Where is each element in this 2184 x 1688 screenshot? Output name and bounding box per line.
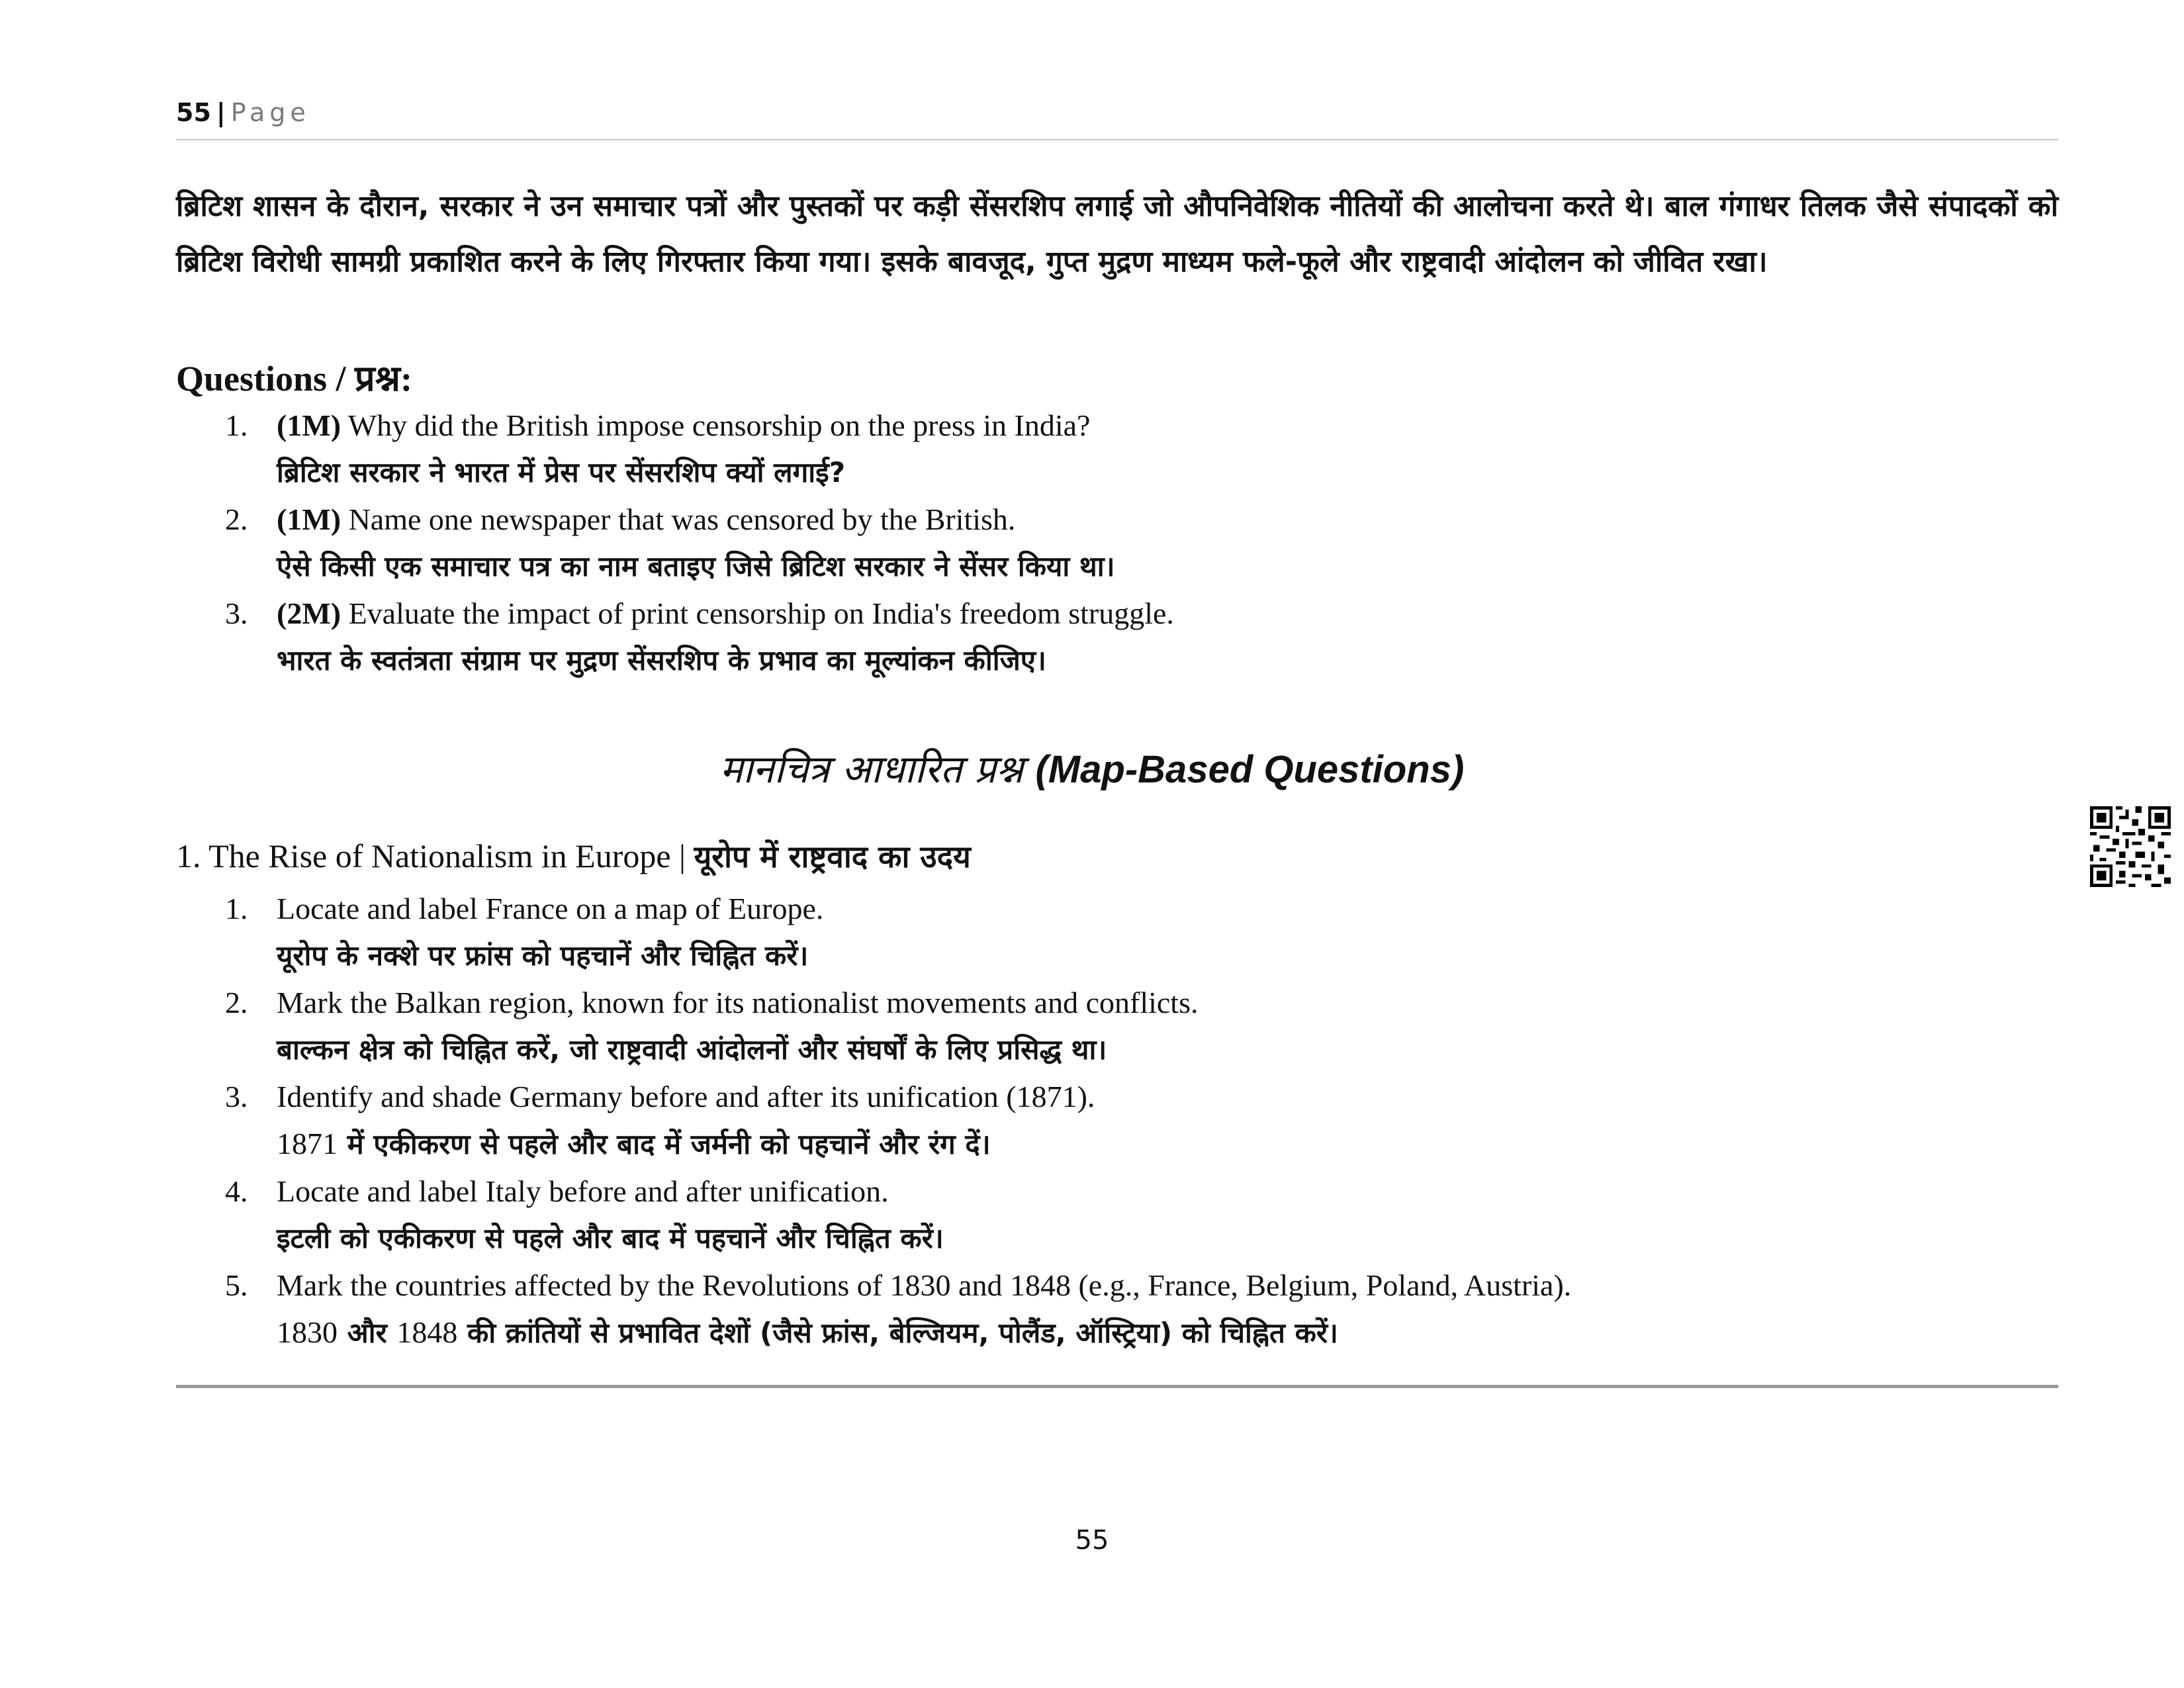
- question-hindi: ब्रिटिश सरकार ने भारत में प्रेस पर सेंसरशिप क्यों लगाई?: [277, 456, 846, 489]
- map-question-english: Identify and shade Germany before and after its unification (1871).: [277, 1080, 1095, 1113]
- bottom-divider: [176, 1385, 2058, 1388]
- map-questions-list: [225, 886, 2052, 1357]
- map-question-hindi: इटली को एकीकरण से पहले और बाद में पहचानें और चिह्नित करें।: [277, 1222, 944, 1254]
- map-question-item: [225, 1262, 2052, 1357]
- question-english: [277, 496, 2052, 543]
- map-question-number: 4.: [225, 1174, 248, 1208]
- map-question-hindi: [277, 1309, 2052, 1357]
- map-question-hindi: बाल्कन क्षेत्र को चिह्नित करें, जो राष्ट्रवादी आंदोलनों और संघर्षों के लिए प्रसिद्ध था।: [277, 1033, 1107, 1066]
- map-question-hindi-conjunction: और: [338, 1317, 397, 1349]
- map-question-number: 5.: [225, 1268, 248, 1302]
- question-item: [225, 402, 2052, 496]
- intro-paragraph: ब्रिटिश शासन के दौरान, सरकार ने उन समाचार पत्रों और पुस्तकों पर कड़ी सेंसरशिप लगाई जो औपनिवेशिक नीतियों की आलोचना करते थे। बाल गंगाधर तिलक जैसे संपादकों को ब्रिटिश विरोधी सामग्री प्रकाशित करने के लिए गिरफ्तार किया गया। इसके बावजूद, गुप्त मुद्रण माध्यम फले-फूले और राष्ट्रवादी आंदोलन को जीवित रखा।: [176, 189, 2058, 279]
- year-1871: 1871: [277, 1127, 338, 1160]
- map-question-hindi-text: की क्रांतियों से प्रभावित देशों (जैसे फ्रांस, बेल्जियम, पोलैंड, ऑस्ट्रिया) को चिह्नित करें।: [457, 1317, 1338, 1349]
- map-question-english: Mark the Balkan region, known for its nationalist movements and conflicts.: [277, 986, 1199, 1019]
- qr-code[interactable]: [2090, 806, 2171, 887]
- question-marks: (1M): [277, 502, 341, 536]
- question-english-text: Name one newspaper that was censored by the British.: [341, 502, 1016, 536]
- map-question-number: 2.: [225, 986, 248, 1019]
- map-question-number: 1.: [225, 892, 248, 925]
- map-question-item: [225, 1074, 2052, 1168]
- map-question-english: Locate and label Italy before and after unification.: [277, 1174, 889, 1208]
- page-header: [176, 98, 2058, 140]
- question-english-text: Evaluate the impact of print censorship on India's freedom struggle.: [341, 596, 1174, 630]
- question-marks: (2M): [277, 596, 341, 630]
- question-hindi: ऐसे किसी एक समाचार पत्र का नाम बताइए जिसे ब्रिटिश सरकार ने सेंसर किया था।: [277, 550, 1115, 583]
- subsection-heading-english: 1. The Rise of Nationalism in Europe |: [176, 837, 694, 874]
- question-number: 2.: [225, 502, 248, 536]
- map-section-title-english: (Map-Based Questions): [1035, 748, 1465, 791]
- map-question-item: [225, 1168, 2052, 1262]
- question-item: [225, 496, 2052, 590]
- question-number: 1.: [225, 408, 248, 442]
- map-question-hindi: यूरोप के नक्शे पर फ्रांस को पहचानें और चिह्नित करें।: [277, 939, 809, 972]
- question-hindi: भारत के स्वतंत्रता संग्राम पर मुद्रण सेंसरशिप के प्रभाव का मूल्यांकन कीजिए।: [277, 644, 1046, 677]
- map-section-title: [0, 741, 2184, 794]
- header-separator: |: [216, 98, 226, 127]
- question-number: 3.: [225, 596, 248, 630]
- question-item: [225, 590, 2052, 684]
- question-english: [277, 590, 2052, 637]
- header-page-number: 55: [176, 98, 211, 127]
- map-question-number: 3.: [225, 1080, 248, 1113]
- map-question-english: Mark the countries affected by the Revolutions of 1830 and 1848 (e.g., France, Belgium, Poland, Austria).: [277, 1268, 1572, 1302]
- map-question-hindi: [277, 1120, 2052, 1168]
- questions-heading: Questions / प्रश्न:: [176, 359, 412, 399]
- map-section-title-hindi: मानचित्र आधारित प्रश्न: [719, 747, 1036, 792]
- map-question-item: [225, 886, 2052, 980]
- questions-list: [225, 402, 2052, 684]
- question-english-text: Why did the British impose censorship on the press in India?: [341, 408, 1091, 442]
- subsection-heading: [176, 835, 971, 876]
- subsection-heading-hindi: यूरोप में राष्ट्रवाद का उदय: [694, 839, 971, 874]
- year-1830: 1830: [277, 1315, 338, 1349]
- map-question-item: [225, 980, 2052, 1074]
- question-english: [277, 402, 2052, 449]
- footer-page-number: 55: [1075, 1525, 1109, 1556]
- map-question-hindi-text: में एकीकरण से पहले और बाद में जर्मनी को पहचानें और रंग दें।: [338, 1128, 991, 1160]
- map-question-english: Locate and label France on a map of Europe.: [277, 892, 824, 925]
- question-marks: (1M): [277, 408, 341, 442]
- header-page-label: Page: [230, 98, 310, 127]
- year-1848: 1848: [396, 1315, 458, 1349]
